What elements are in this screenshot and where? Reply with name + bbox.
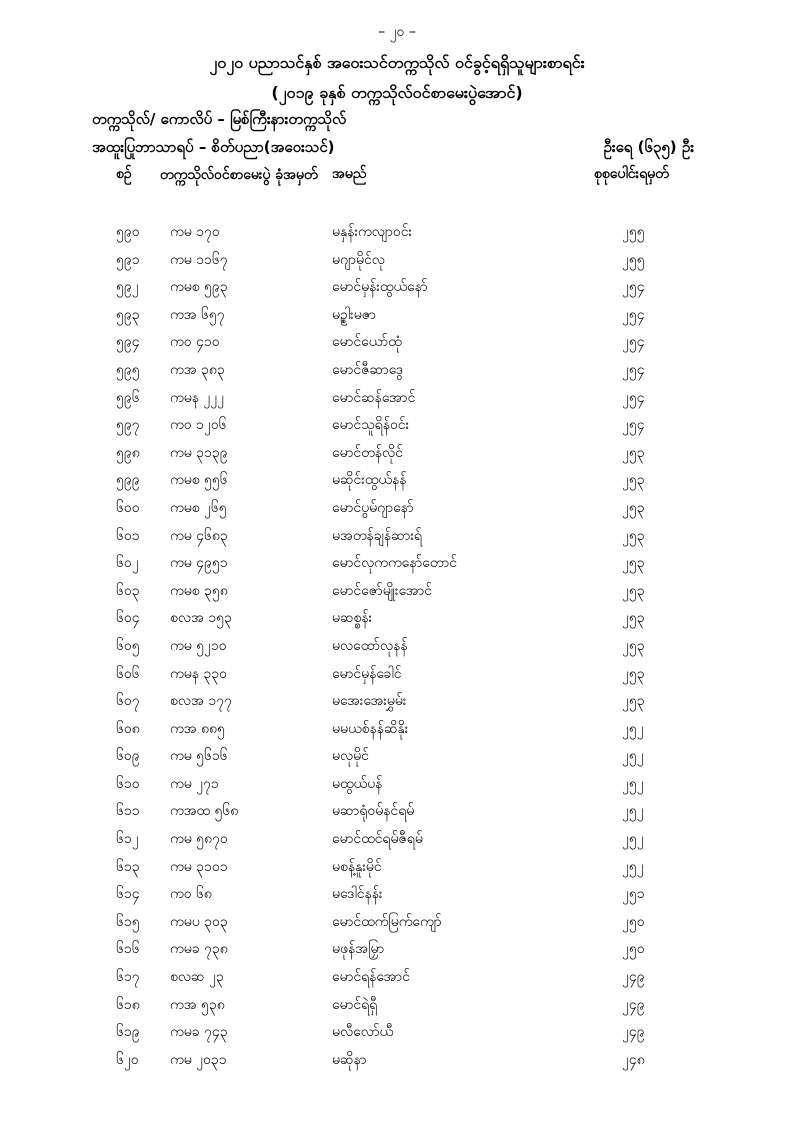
- row-number: ၆၀၈: [116, 720, 140, 737]
- row-marks: ၂၅၀: [622, 913, 645, 930]
- table-row: [0, 494, 794, 522]
- row-name: မဒေါင်နန်း: [332, 886, 383, 903]
- table-body: [0, 218, 794, 1073]
- row-marks: ၂၅၅: [622, 251, 645, 268]
- row-marks: ၂၅၂: [622, 775, 644, 792]
- row-name: မောင်မှန်ခေါင်: [332, 665, 402, 682]
- row-roll-number: ကမ ၁၇၀: [170, 224, 220, 240]
- row-marks: ၂၅၂: [622, 748, 644, 765]
- row-marks: ၂၅၂: [622, 831, 644, 848]
- row-roll-number: ကမစ ၅၉၃: [170, 279, 228, 296]
- row-roll-number: ကမ ၅၈၇၀: [170, 831, 228, 848]
- row-name: မောင်မှန်းထွယ်နော်: [332, 279, 428, 296]
- row-number: ၆၁၈: [116, 996, 140, 1013]
- row-name: မလီလော်ယီ: [332, 1024, 394, 1041]
- row-name: မဆာရုံဝမ်နင်ရမ်: [332, 803, 415, 820]
- table-row: [0, 466, 794, 494]
- row-name: မောင်ရန်အောင်: [332, 969, 410, 986]
- row-number: ၆၀၃: [116, 582, 140, 599]
- header-no: စဉ်: [116, 166, 132, 182]
- row-name: မဂျာမိုင်လု: [332, 251, 385, 268]
- row-marks: ၂၅၄: [622, 361, 645, 378]
- row-number: ၆၀၅: [116, 637, 140, 654]
- row-number: ၅၉၈: [116, 444, 140, 461]
- table-row: [0, 246, 794, 274]
- row-name: မလထော်လုနန်: [332, 637, 408, 654]
- row-number: ၅၉၁: [116, 251, 140, 268]
- row-number: ၅၉၆: [116, 389, 140, 406]
- row-roll-number: ကမခ ၇၃၈: [170, 941, 228, 958]
- row-number: ၅၉၉: [116, 472, 140, 489]
- row-marks: ၂၅၃: [622, 527, 645, 544]
- row-number: ၆၀၀: [116, 499, 140, 516]
- row-number: ၅၉၅: [116, 361, 140, 378]
- row-number: ၅၉၂: [116, 279, 139, 296]
- row-marks: ၂၅၃: [622, 665, 645, 682]
- row-marks: ၂၅၂: [622, 858, 644, 875]
- row-number: ၆၀၉: [116, 748, 140, 765]
- row-roll-number: ကမစ ၃၅၈: [170, 582, 228, 599]
- row-marks: ၂၄၉: [622, 969, 645, 986]
- table-row: [0, 825, 794, 853]
- row-marks: ၂၅၄: [622, 334, 645, 351]
- row-number: ၅၉၀: [116, 224, 140, 240]
- header-marks: စုစုပေါင်းရမှတ်: [594, 166, 669, 182]
- row-roll-number: စလအ ၁၅၃: [170, 610, 232, 627]
- table-row: [0, 328, 794, 356]
- row-marks: ၂၅၃: [622, 444, 645, 461]
- row-name: မဆိုနာ: [332, 1051, 367, 1068]
- row-roll-number: ကမ ၂၀၃၁: [170, 1051, 227, 1068]
- total-count: ဦးရေ (၆၃၅) ဦး: [603, 138, 694, 156]
- row-name: မမယစ်နန်ဆိနိုး: [332, 720, 409, 737]
- row-name: မအတန်ချန်ဆားရ်: [332, 527, 422, 544]
- row-name: မောင်ပွမ်ဂျာနော်: [332, 499, 414, 516]
- table-row: [0, 273, 794, 301]
- row-marks: ၂၅၅: [622, 224, 645, 240]
- row-name: မောင်ထင်ရမ်ဇီရမ်: [332, 831, 423, 848]
- table-row: [0, 660, 794, 688]
- row-number: ၆၀၆: [116, 665, 140, 682]
- row-name: မထွယ်ပန်: [332, 775, 383, 792]
- table-row: [0, 356, 794, 384]
- row-roll-number: ကမခ ၇၄၃: [170, 1024, 228, 1041]
- table-row: [0, 549, 794, 577]
- row-roll-number: ကမစ ၅၅၆: [170, 472, 228, 489]
- university-line: တက္ကသိုလ်/ ကောလိပ် – မြစ်ကြီးနားတက္ကသိုလ်: [92, 110, 347, 128]
- row-number: ၆၁၄: [116, 886, 140, 903]
- row-number: ၆၁၃: [116, 858, 140, 875]
- row-number: ၅၉၃: [116, 306, 140, 323]
- table-row: [0, 715, 794, 743]
- row-name: မစန့်နူးမိုင်: [332, 858, 382, 875]
- row-marks: ၂၅၂: [622, 720, 644, 737]
- row-name: မဥ္စါးမဇာ: [332, 306, 376, 323]
- row-marks: ၂၄၉: [622, 996, 645, 1013]
- table-row: [0, 1018, 794, 1046]
- row-roll-number: ကအထ ၅၆၈: [170, 803, 239, 820]
- row-marks: ၂၅၃: [622, 693, 645, 710]
- subject-line: အထူးပြုဘာသာရပ် – စိတ်ပညာ(အဝေးသင်): [92, 138, 335, 156]
- header-name: အမည်: [332, 166, 367, 182]
- row-number: ၆၀၇: [116, 693, 140, 710]
- row-marks: ၂၅၄: [622, 306, 645, 323]
- row-name: မဆိုင်းထွယ်နန်: [332, 472, 407, 489]
- row-roll-number: ကမ ၁၁၆၇: [170, 251, 228, 268]
- row-name: မောင်သူရိန်ဝင်း: [332, 417, 410, 434]
- row-marks: ၂၅၃: [622, 582, 645, 599]
- row-marks: ၂၅၄: [622, 279, 645, 296]
- row-name: မလုမိုင်: [332, 748, 369, 765]
- row-marks: ၂၅၃: [622, 472, 645, 489]
- row-marks: ၂၅၃: [622, 555, 645, 572]
- row-number: ၆၂၀: [116, 1051, 139, 1068]
- row-number: ၆၀၄: [116, 610, 140, 627]
- row-roll-number: ကမ ၅၆၁၆: [170, 748, 228, 765]
- table-row: [0, 853, 794, 881]
- row-marks: ၂၅၁: [622, 886, 645, 903]
- row-number: ၆၀၁: [116, 527, 140, 544]
- table-row: [0, 577, 794, 605]
- table-row: [0, 991, 794, 1019]
- table-row: [0, 604, 794, 632]
- row-roll-number: ကဝ ၆၈: [170, 886, 212, 903]
- row-roll-number: ကမန ၃၃၀: [170, 665, 228, 682]
- document-title: ၂၀၂၀ ပညာသင်နှစ် အဝေးသင်တက္ကသိုလ် ဝင်ခွင့်ရရှိသူများစာရင်း: [209, 53, 585, 72]
- row-name: မောင်ဆန်အောင်: [332, 389, 416, 406]
- table-row: [0, 632, 794, 660]
- row-marks: ၂၅၀: [622, 941, 645, 958]
- table-row: [0, 963, 794, 991]
- row-roll-number: ကမ ၃၁၀၁: [170, 858, 228, 875]
- table-row: [0, 908, 794, 936]
- table-row: [0, 880, 794, 908]
- table-row: [0, 411, 794, 439]
- row-number: ၆၁၅: [116, 913, 140, 930]
- row-roll-number: ကအ ၆၅၇: [170, 306, 225, 323]
- row-roll-number: ကအ ၃၈၃: [170, 361, 225, 378]
- table-row: [0, 935, 794, 963]
- row-marks: ၂၅၃: [622, 610, 645, 627]
- row-marks: ၂၅၃: [622, 637, 645, 654]
- row-number: ၆၁၉: [116, 1024, 140, 1041]
- table-row: [0, 1046, 794, 1074]
- row-marks: ၂၄၉: [622, 1024, 645, 1041]
- row-name: မနှန်းကလျာဝင်း: [332, 224, 413, 240]
- row-name: မဖုန်အမြှာ: [332, 941, 385, 958]
- row-roll-number: ကမန ၂၂၂: [170, 389, 225, 406]
- row-roll-number: ကဝ ၁၂၀၆: [170, 417, 227, 434]
- row-name: မဆစ္စန်း: [332, 610, 373, 627]
- row-number: ၆၀၂: [116, 555, 139, 572]
- row-number: ၆၁၁: [116, 803, 140, 820]
- row-number: ၆၁၆: [116, 941, 140, 958]
- table-row: [0, 522, 794, 550]
- table-row: [0, 384, 794, 412]
- row-name: မောင်ဇီဆာဒွေ: [332, 361, 404, 378]
- page-number: – ၂၀ –: [378, 24, 416, 40]
- row-name: မောင်ဇော်မျိုးအောင်: [332, 582, 433, 599]
- row-name: မောင်ရဲရှီ: [332, 996, 378, 1013]
- header-roll: တက္ကသိုလ်ဝင်စာမေးပွဲ ခုံအမှတ်: [160, 167, 318, 183]
- row-number: ၆၁၀: [116, 775, 140, 792]
- row-name: မအေးအေးမွှမ်း: [332, 693, 407, 710]
- row-roll-number: ကဝ ၄၁၀: [170, 334, 220, 351]
- row-roll-number: ကမ ၃၁၃၉: [170, 444, 228, 461]
- row-number: ၆၁၂: [116, 831, 139, 848]
- row-name: မောင်တန်လိုင်: [332, 444, 403, 461]
- row-number: ၆၁၇: [116, 969, 140, 986]
- row-number: ၅၉၇: [116, 417, 140, 434]
- row-marks: ၂၅၄: [622, 389, 645, 406]
- row-roll-number: ကမ ၄၆၈၃: [170, 527, 228, 544]
- row-roll-number: ကမ ၅၂၁၀: [170, 637, 227, 654]
- row-roll-number: ကမ ၂၇၁: [170, 775, 219, 792]
- row-number: ၅၉၄: [116, 334, 140, 351]
- row-roll-number: စလဆ ၂၃: [170, 969, 224, 986]
- table-row: [0, 797, 794, 825]
- row-marks: ၂၅၃: [622, 499, 645, 516]
- row-roll-number: ကမပ ၃၀၃: [170, 913, 228, 930]
- row-marks: ၂၅၂: [622, 803, 644, 820]
- row-name: မောင်လုကကနော်တောင်: [332, 555, 458, 572]
- row-roll-number: ကအ ၈၈၅: [170, 720, 225, 737]
- table-header: [0, 164, 794, 208]
- row-name: မောင်ထက်မြက်ကျော်: [332, 913, 442, 930]
- table-row: [0, 770, 794, 798]
- table-row: [0, 687, 794, 715]
- row-marks: ၂၅၄: [622, 417, 645, 434]
- row-roll-number: ကမစ ၂၆၅: [170, 499, 227, 516]
- table-row: [0, 742, 794, 770]
- row-roll-number: ကအ ၅၃၈: [170, 996, 225, 1013]
- row-roll-number: စလအ ၁၇၇: [170, 693, 232, 710]
- document-subtitle: (၂၀၁၉ ခုနှစ် တက္ကသိုလ်ဝင်စာမေးပွဲအောင်): [271, 83, 523, 102]
- table-row: [0, 218, 794, 246]
- row-name: မောင်ယော်ထုံ: [332, 334, 402, 351]
- table-row: [0, 439, 794, 467]
- row-roll-number: ကမ ၄၉၅၁: [170, 555, 228, 572]
- row-marks: ၂၄၈: [622, 1051, 645, 1068]
- table-row: [0, 301, 794, 329]
